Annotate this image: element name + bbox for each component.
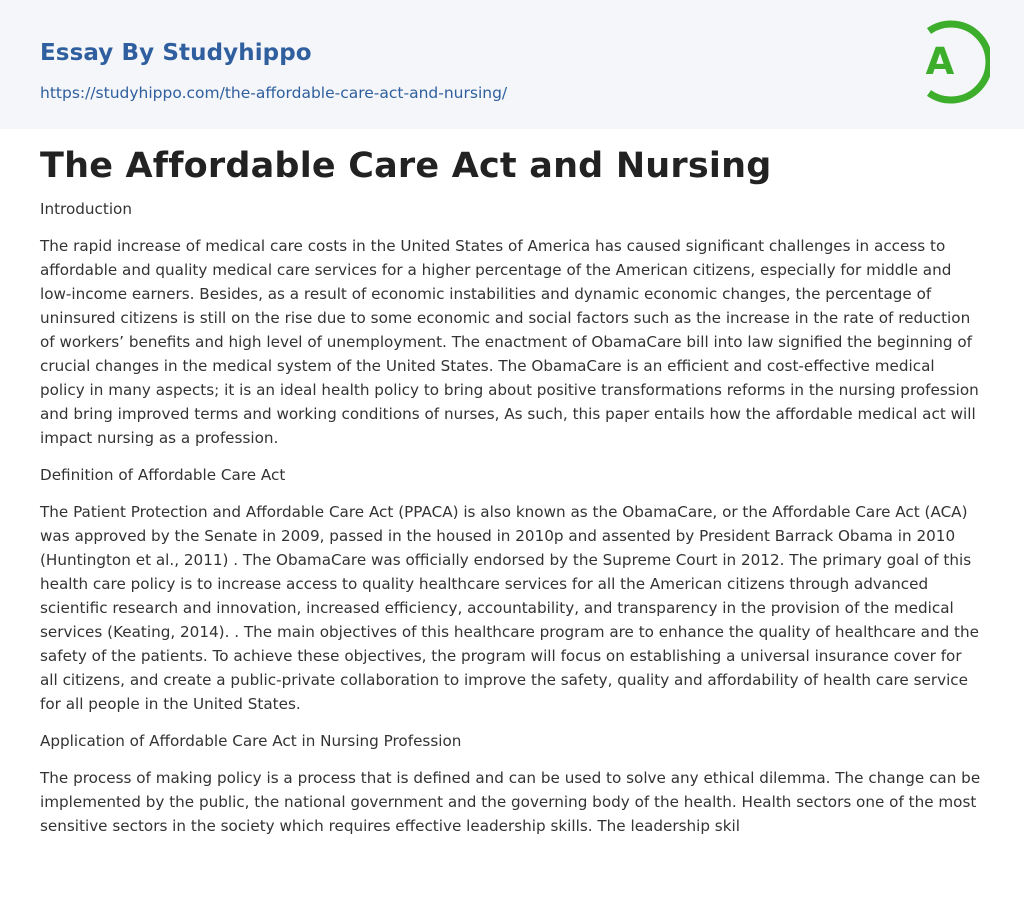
svg-text:A: A [925,40,955,83]
article-title: The Affordable Care Act and Nursing [40,146,772,186]
section-heading-application: Application of Affordable Care Act in Nursing Profession [40,732,462,750]
section-heading-introduction: Introduction [40,200,132,218]
site-header [0,0,1024,129]
section-paragraph-application: The process of making policy is a process that is defined and can be used to solve any ethical dilemma. The change can be implemented by the public, the national government and the governing body of the health. Health sectors one of the most sensitive sectors in the society which requires effective leadership skills. The leadership skil [40,769,981,835]
section-paragraph-definition: The Patient Protection and Affordable Care Act (PPACA) is also known as the ObamaCare, or the Affordable Care Act (ACA) was approved by the Senate in 2009, passed in the housed in 2010p and assented by President Barrack Obama in 2010 (Huntington et al., 2011) . The ObamaCare was officially endorsed by the Supreme Court in 2012. The primary goal of this health care policy is to increase access to quality healthcare services for all the American citizens through advanced scientific research and innovation, increased efficiency, accountability, and transparency in the provision of the medical services (Keating, 2014). . The main objectives of this healthcare program are to enhance the quality of healthcare and the safety of the patients. To achieve these objectives, the program will focus on establishing a universal insurance cover for all citizens, and create a public-private collaboration to improve the safety, quality and affordability of health care service for all people in the United States. [40,503,979,713]
section-heading-definition: Definition of Affordable Care Act [40,466,286,484]
brand-title: Essay By Studyhippo [40,40,312,66]
section-paragraph-introduction: The rapid increase of medical care costs in the United States of America has caused significant challenges in access to affordable and quality medical care services for a higher percentage of the American citizens, especially for middle and low-income earners. Besides, as a result of economic instabilities and dynamic economic changes, the percentage of uninsured citizens is still on the rise due to some economic and social factors such as the increase in the rate of reduction of workers’ benefits and high level of unemployment. The enactment of ObamaCare bill into law signified the beginning of crucial changes in the medical system of the United States. The ObamaCare is an efficient and cost-effective medical policy in many aspects; it is an ideal health policy to bring about positive transformations reforms in the nursing profession and bring improved terms and working conditions of nurses, As such, this paper entails how the affordable medical act will impact nursing as a profession. [40,237,979,447]
studyhippo-logo-icon[interactable] [906,18,990,106]
article-body [40,197,984,851]
article-url-link[interactable]: https://studyhippo.com/the-affordable-care-act-and-nursing/ [40,84,508,102]
